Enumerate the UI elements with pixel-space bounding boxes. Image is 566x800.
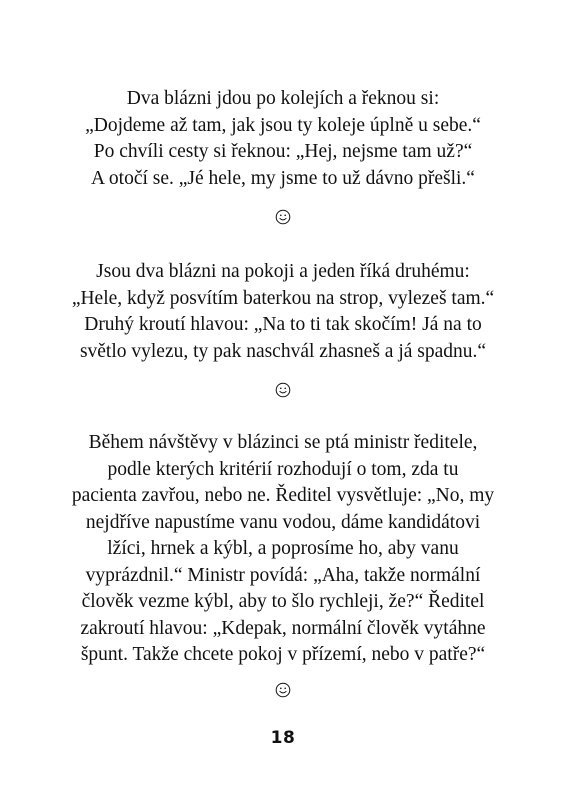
text-line: vyprázdnil.“ Ministr povídá: „Aha, takže normální bbox=[85, 564, 481, 586]
joke-paragraph bbox=[40, 430, 526, 669]
smiley-icon bbox=[275, 209, 291, 225]
text-line: „Dojdeme až tam, jak jsou ty koleje úplně u sebe.“ bbox=[85, 114, 481, 136]
text-line: zakroutí hlavou: „Kdepak, normální člověk vytáhne bbox=[80, 617, 486, 639]
joke-paragraph bbox=[40, 86, 526, 192]
text-line: podle kterých kritérií rozhodují o tom, zda tu bbox=[107, 458, 459, 480]
text-line: Dva blázni jdou po kolejích a řeknou si: bbox=[126, 88, 440, 109]
text-line: Během návštěvy v blázinci se ptá ministr ředitele, bbox=[88, 432, 478, 453]
text-line: Po chvíli cesty si řeknou: „Hej, nejsme tam už?“ bbox=[93, 141, 473, 162]
text-line: Druhý kroutí hlavou: „Na to ti tak skočím! Já na to bbox=[84, 314, 482, 335]
smiley-icon bbox=[275, 682, 291, 698]
text-line: Jsou dva blázni na pokoji a jeden říká druhému: bbox=[96, 261, 470, 282]
smiley-icon bbox=[275, 382, 291, 398]
text-line: špunt. Takže chcete pokoj v přízemí, nebo v patře?“ bbox=[80, 644, 486, 665]
text-line: pacienta zavřou, nebo ne. Ředitel vysvětluje: „No, my bbox=[71, 485, 495, 506]
text-line: světlo vylezu, ty pak naschvál zhasneš a já spadnu.“ bbox=[79, 340, 487, 362]
text-line: nejdříve napustíme vanu vodou, dáme kandidátovi bbox=[85, 511, 481, 533]
joke-paragraph bbox=[40, 259, 526, 365]
text-line: „Hele, když posvítím baterkou na strop, vylezeš tam.“ bbox=[71, 287, 495, 309]
text-line: lžíci, hrnek a kýbl, a poprosíme ho, aby vanu bbox=[107, 538, 459, 559]
text-line: člověk vezme kýbl, aby to šlo rychleji, že?“ Ředitel bbox=[81, 591, 485, 612]
page-number: 18 bbox=[270, 728, 296, 748]
text-line: A otočí se. „Jé hele, my jsme to už dávno přešli.“ bbox=[91, 167, 475, 189]
